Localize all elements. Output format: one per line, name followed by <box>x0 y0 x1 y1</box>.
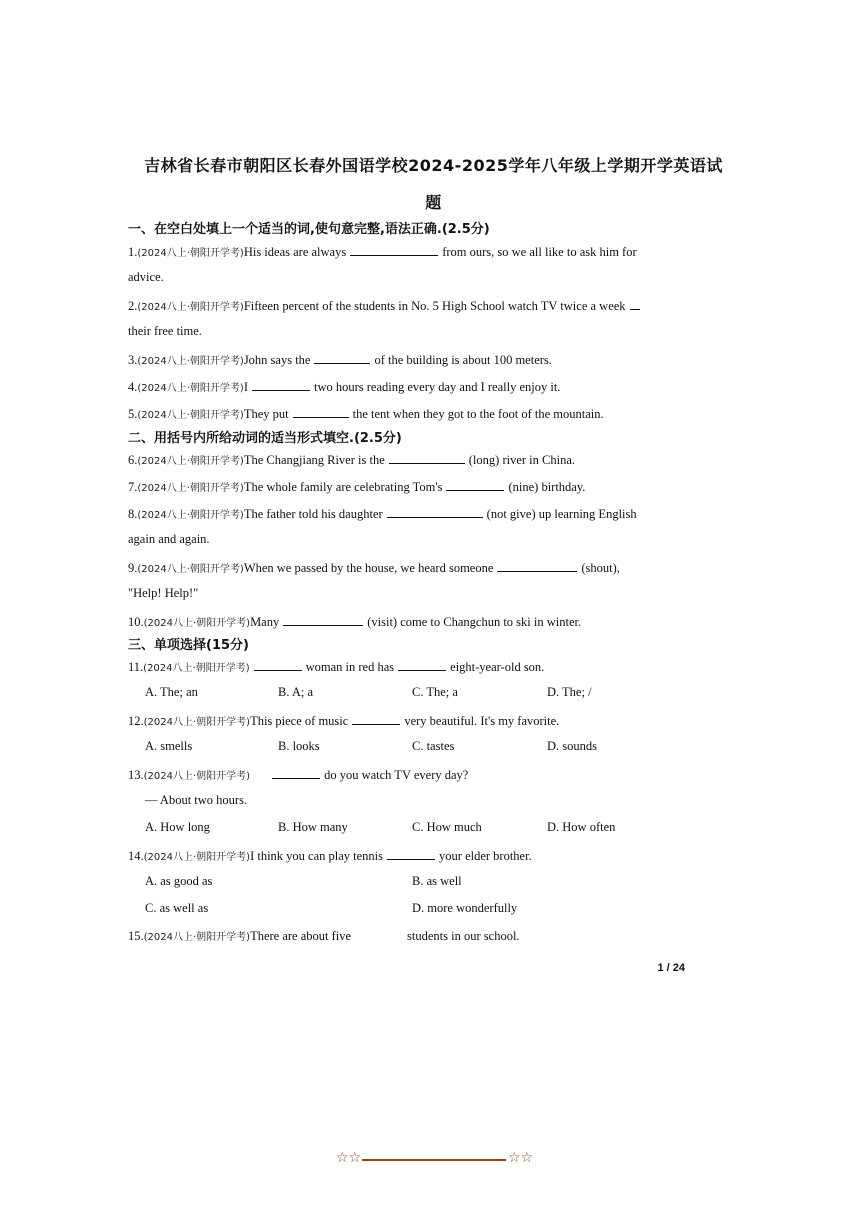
question-number: 12. <box>128 714 144 728</box>
star-icon: ☆☆ <box>336 1150 362 1166</box>
question-text: I think you can play tennis <box>250 849 384 863</box>
question-text: students in our school. <box>407 929 520 943</box>
question-number: 1. <box>128 245 138 259</box>
question-text: do you watch TV every day? <box>324 768 469 782</box>
question-9-cont: "Help! Help!" <box>128 586 199 600</box>
question-number: 10. <box>128 615 144 629</box>
question-number: 6. <box>128 453 138 467</box>
question-text: of the building is about 100 meters. <box>374 353 552 367</box>
question-11 <box>128 658 544 675</box>
source-tag: (2024八上·朝阳开学考) <box>137 302 244 313</box>
option-b[interactable]: B. looks <box>278 739 320 753</box>
source-tag: (2024八上·朝阳开学考) <box>143 771 251 782</box>
star-icon: ☆☆ <box>508 1150 534 1166</box>
source-tag: (2024八上·朝阳开学考) <box>143 932 251 943</box>
section-2-heading: 二、用括号内所给动词的适当形式填空.(2.5分) <box>128 431 402 446</box>
source-tag: (2024八上·朝阳开学考) <box>137 410 244 421</box>
question-text: (nine) birthday. <box>508 480 586 494</box>
answer-blank[interactable] <box>497 559 577 572</box>
option-d[interactable]: D. sounds <box>547 739 598 753</box>
answer-blank[interactable] <box>630 297 640 310</box>
question-number: 2. <box>128 299 138 313</box>
source-tag: (2024八上·朝阳开学考) <box>143 717 251 728</box>
question-2 <box>128 297 644 314</box>
footer-ornament <box>336 1150 532 1170</box>
answer-blank[interactable] <box>283 613 363 626</box>
question-text: Fifteen percent of the students in No. 5 High School watch TV twice a week <box>243 299 626 313</box>
source-tag: (2024八上·朝阳开学考) <box>137 456 244 467</box>
question-6 <box>128 451 575 468</box>
answer-blank[interactable] <box>293 405 349 418</box>
source-tag: (2024八上·朝阳开学考) <box>143 618 251 629</box>
page-number: 1 / 24 <box>657 962 685 974</box>
question-number: 14. <box>128 849 144 863</box>
source-tag: (2024八上·朝阳开学考) <box>137 383 244 394</box>
question-8-cont: again and again. <box>128 532 210 546</box>
question-number: 9. <box>128 561 138 575</box>
answer-blank[interactable] <box>446 478 504 491</box>
exam-title-line2: 题 <box>425 193 442 212</box>
answer-blank[interactable] <box>398 658 446 671</box>
answer-line: — About two hours. <box>145 793 248 807</box>
option-c[interactable]: C. How much <box>412 820 482 834</box>
source-tag: (2024八上·朝阳开学考) <box>143 852 251 863</box>
answer-blank[interactable] <box>352 712 400 725</box>
question-text: They put <box>243 407 289 421</box>
question-text: (not give) up learning English <box>486 507 637 521</box>
answer-blank[interactable] <box>254 658 302 671</box>
question-number: 15. <box>128 929 144 943</box>
option-d[interactable]: D. more wonderfully <box>412 901 518 915</box>
option-d[interactable]: D. How often <box>547 820 616 834</box>
question-5 <box>128 405 604 422</box>
question-text: The Changjiang River is the <box>243 453 385 467</box>
question-text: the tent when they got to the foot of the mountain. <box>352 407 604 421</box>
question-text: eight-year-old son. <box>450 660 545 674</box>
option-a[interactable]: A. as good as <box>145 874 213 888</box>
option-b[interactable]: B. A; a <box>278 685 314 699</box>
question-text: There are about five <box>250 929 352 943</box>
option-b[interactable]: B. How many <box>278 820 348 834</box>
question-text: from ours, so we all like to ask him for <box>442 245 637 259</box>
question-text: (long) river in China. <box>468 453 575 467</box>
option-c[interactable]: C. The; a <box>412 685 458 699</box>
question-number: 3. <box>128 353 138 367</box>
question-text: your elder brother. <box>439 849 532 863</box>
question-13 <box>128 766 468 783</box>
question-text: very beautiful. It's my favorite. <box>404 714 560 728</box>
answer-blank[interactable] <box>350 243 438 256</box>
option-b[interactable]: B. as well <box>412 874 462 888</box>
question-text: (shout), <box>581 561 620 575</box>
answer-blank[interactable] <box>252 378 310 391</box>
question-number: 4. <box>128 380 138 394</box>
question-8 <box>128 505 637 522</box>
exam-title-line1: 吉林省长春市朝阳区长春外国语学校2024-2025学年八年级上学期开学英语试 <box>144 156 723 175</box>
footer-rule <box>362 1159 506 1161</box>
question-text: (visit) come to Changchun to ski in winter. <box>367 615 582 629</box>
section-3-heading: 三、单项选择(15分) <box>128 638 249 653</box>
question-text: two hours reading every day and I really enjoy it. <box>313 380 561 394</box>
answer-blank[interactable] <box>314 351 370 364</box>
question-text: His ideas are always <box>243 245 347 259</box>
question-3 <box>128 351 552 368</box>
question-text: When we passed by the house, we heard someone <box>243 561 494 575</box>
question-text: The whole family are celebrating Tom's <box>243 480 443 494</box>
answer-blank[interactable] <box>272 766 320 779</box>
source-tag: (2024八上·朝阳开学考) <box>137 248 244 259</box>
question-number: 13. <box>128 768 144 782</box>
option-a[interactable]: A. smells <box>145 739 193 753</box>
question-4 <box>128 378 560 395</box>
question-text: This piece of music <box>250 714 349 728</box>
source-tag: (2024八上·朝阳开学考) <box>143 663 250 674</box>
question-2-cont: their free time. <box>128 324 202 338</box>
question-text: woman in red has <box>305 660 395 674</box>
question-text: The father told his daughter <box>243 507 383 521</box>
question-text: Many <box>250 615 280 629</box>
question-number: 7. <box>128 480 138 494</box>
question-1-cont: advice. <box>128 270 164 284</box>
question-text: John says the <box>243 353 311 367</box>
option-a[interactable]: A. How long <box>145 820 210 834</box>
source-tag: (2024八上·朝阳开学考) <box>137 564 244 575</box>
source-tag: (2024八上·朝阳开学考) <box>137 356 244 367</box>
source-tag: (2024八上·朝阳开学考) <box>137 510 244 521</box>
option-a[interactable]: A. The; an <box>145 685 198 699</box>
answer-blank[interactable] <box>389 451 465 464</box>
question-15 <box>128 928 520 944</box>
question-number: 8. <box>128 507 138 521</box>
question-number: 11. <box>128 660 144 674</box>
answer-blank[interactable] <box>387 847 435 860</box>
question-number: 5. <box>128 407 138 421</box>
question-7 <box>128 478 585 495</box>
question-1 <box>128 243 637 260</box>
option-c[interactable]: C. tastes <box>412 739 455 753</box>
section-1-heading: 一、在空白处填上一个适当的词,使句意完整,语法正确.(2.5分) <box>128 222 490 237</box>
question-12 <box>128 712 559 729</box>
question-text: I <box>243 380 248 394</box>
source-tag: (2024八上·朝阳开学考) <box>137 483 244 494</box>
question-14 <box>128 847 532 864</box>
option-c[interactable]: C. as well as <box>145 901 209 915</box>
answer-blank[interactable] <box>387 505 483 518</box>
question-9 <box>128 559 620 576</box>
question-10 <box>128 613 581 630</box>
option-d[interactable]: D. The; / <box>547 685 592 699</box>
